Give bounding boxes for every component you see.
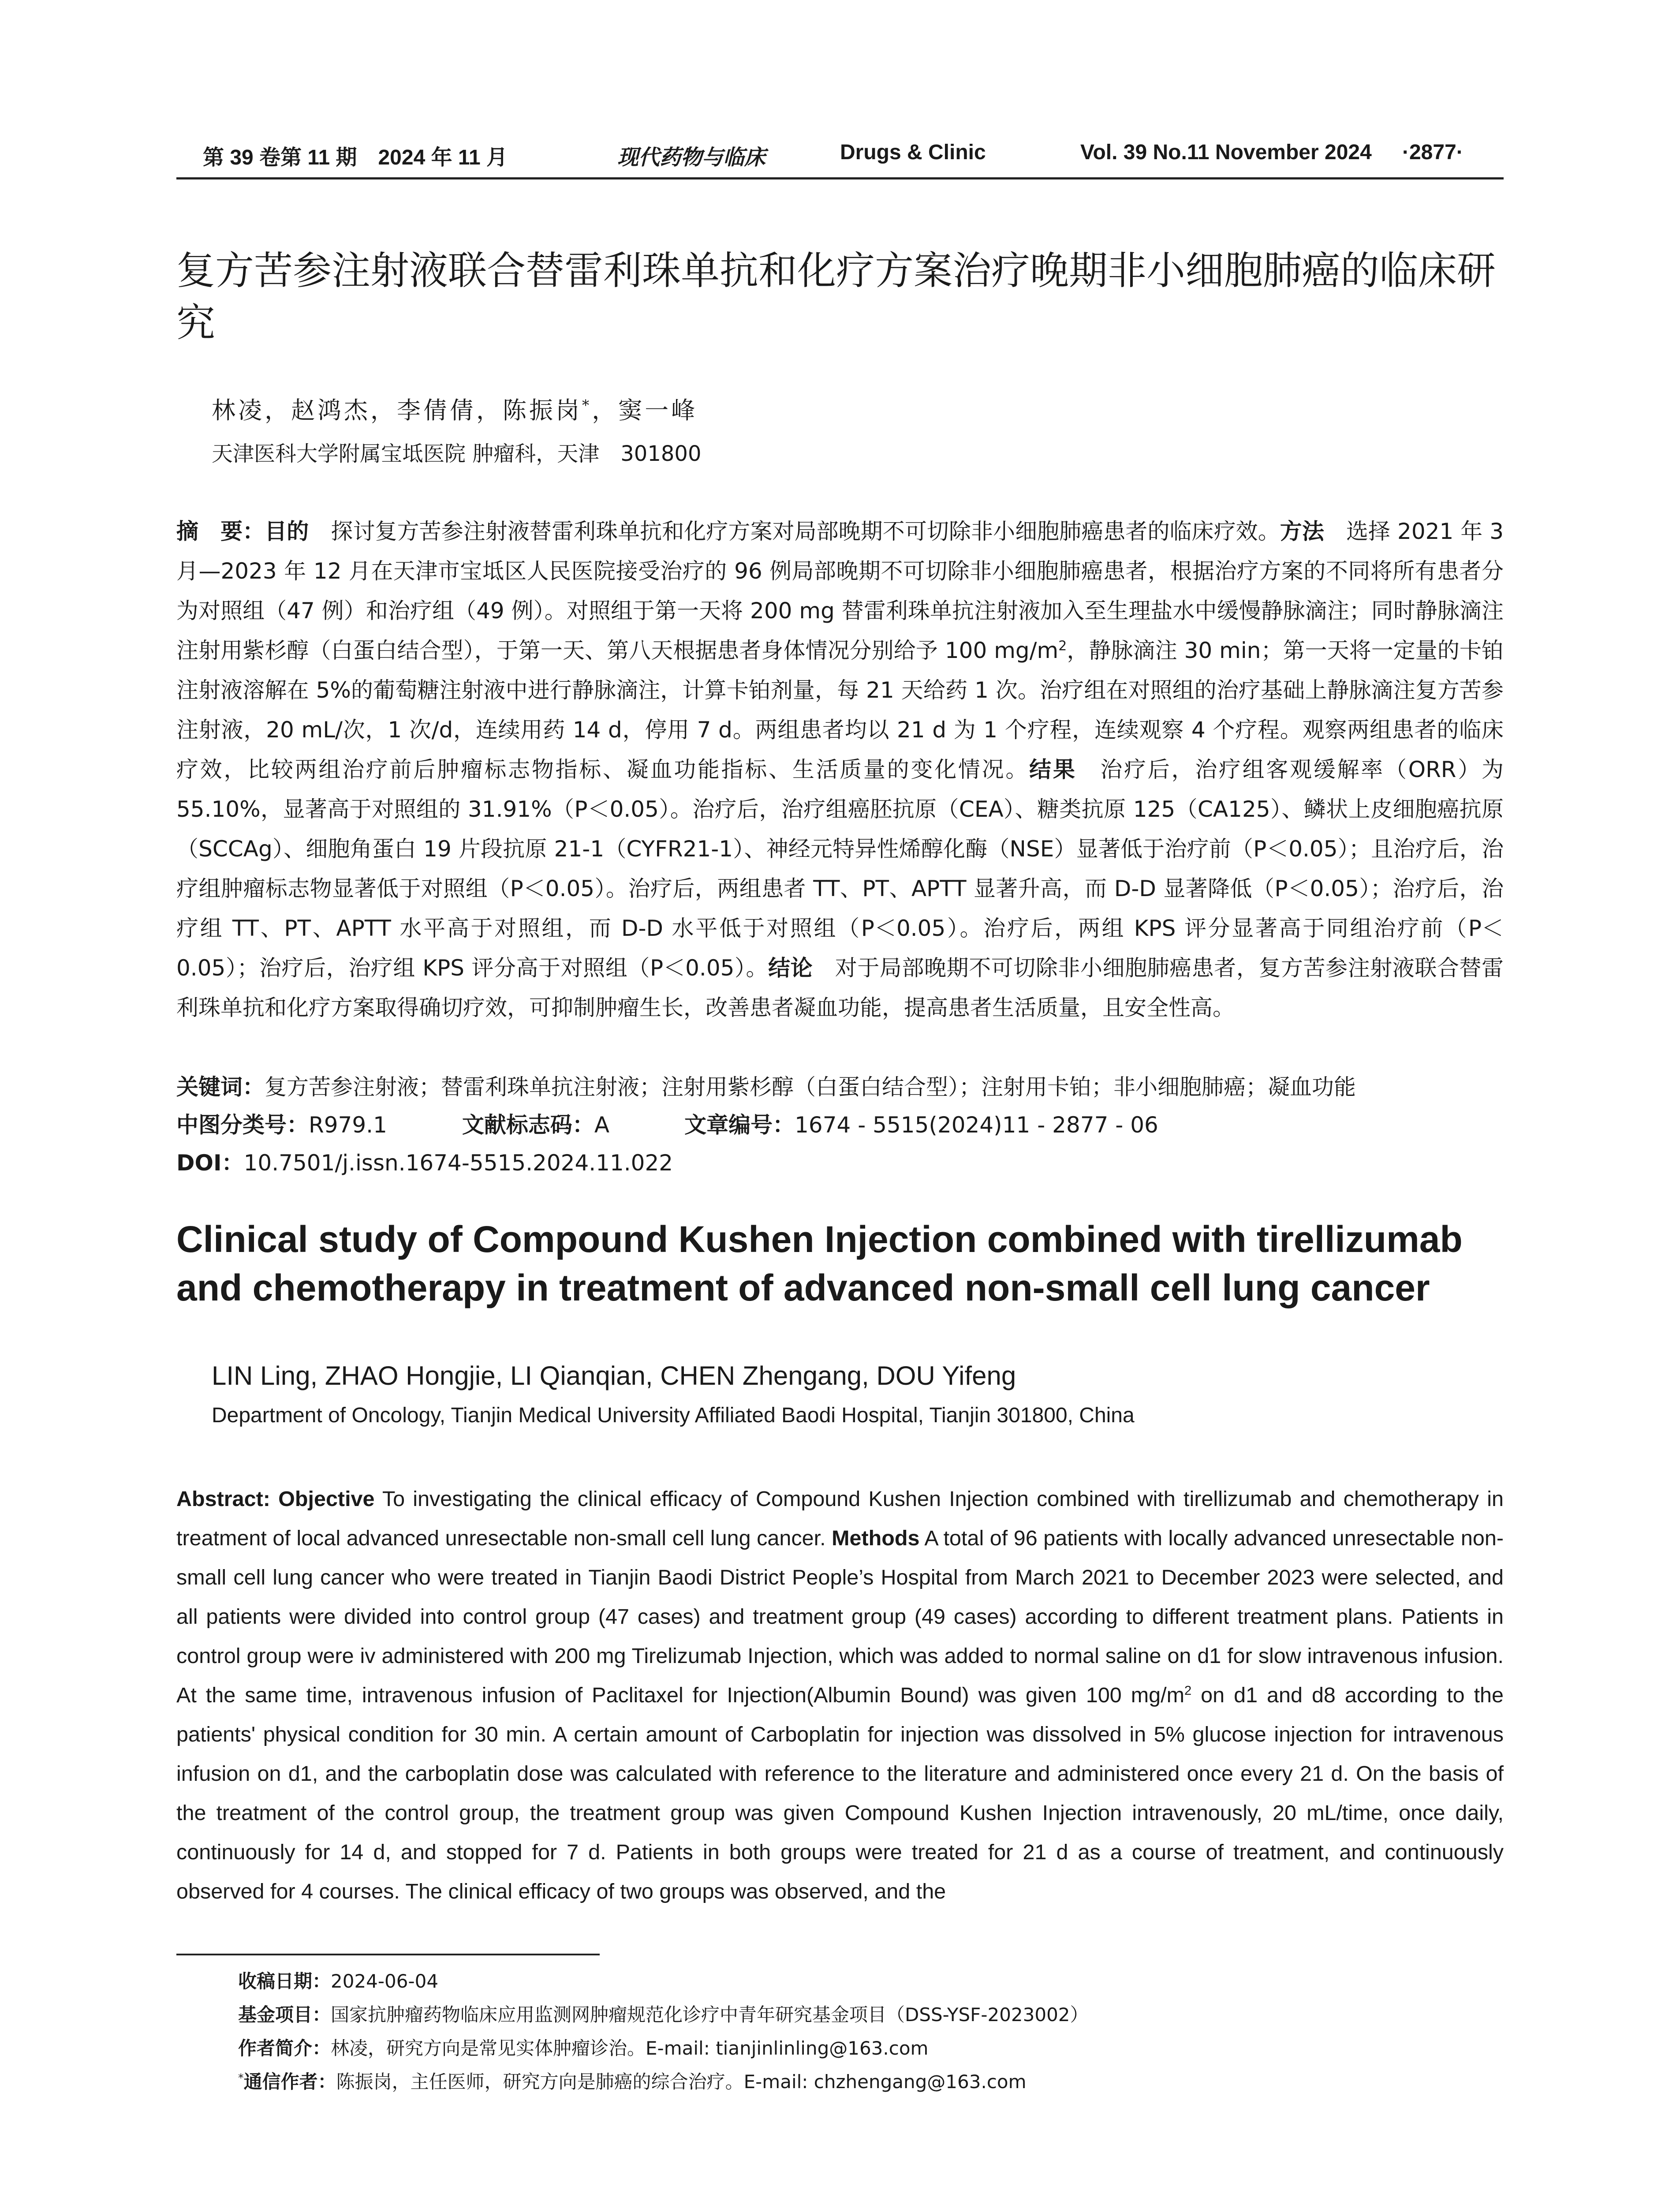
fund-text: 国家抗肿瘤药物临床应用监测网肿瘤规范化诊疗中青年研究基金项目（DSS-YSF-2023002） xyxy=(331,2004,1089,2026)
en-methods-superscript: 2 xyxy=(1184,1683,1192,1698)
issue-en: Vol. 39 No.11 November 2024 xyxy=(1080,141,1372,164)
page-number: ·2877· xyxy=(1402,141,1463,164)
clc-value: R979.1 xyxy=(309,1112,387,1138)
corresponding-mark: * xyxy=(582,397,592,414)
footnote-author xyxy=(238,2032,928,2065)
header-rule xyxy=(176,177,1504,179)
received-label: 收稿日期： xyxy=(238,1970,331,1992)
cn-objective: 探讨复方苦参注射液替雷利珠单抗和化疗方案对局部晚期不可切除非小细胞肺癌患者的临床疗效。 xyxy=(309,519,1280,544)
doc-code-value: A xyxy=(594,1112,610,1138)
journal-name-cn: 现代药物与临床 xyxy=(617,145,766,170)
fund-label: 基金项目： xyxy=(238,2004,331,2026)
en-methods-cont: on d1 and d8 according to the patients' physical condition for 30 min. A certain amount of Carboplatin for injection was dissolved in 5% glucose injection for intravenous infusion on d1, and the carboplatin dose was calculated with reference to the literature and administered once every 21 d. On the basis of the treatment of the control group, the treatment group was given Compound Kushen Injection intravenously, 20 mL/time, once daily, continuously for 14 d, and stopped for 7 d. Patients in both groups were treated for 21 d as a course of treatment, and continuously observed for 4 courses. The clinical efficacy of two groups was observed, and the xyxy=(176,1683,1504,1903)
cn-title: 复方苦参注射液联合替雷利珠单抗和化疗方案治疗晚期非小细胞肺癌的临床研究 xyxy=(176,248,1496,345)
cn-affiliation: 天津医科大学附属宝坻医院 肿瘤科，天津 301800 xyxy=(212,441,702,466)
journal-name-en: Drugs & Clinic xyxy=(840,141,986,164)
cn-keywords-label: 关键词： xyxy=(176,1074,265,1100)
article-number-label: 文章编号： xyxy=(684,1112,795,1138)
en-methods: A total of 96 patients with locally advanced unresectable non-small cell lung cancer who were treated in Tianjin Baodi District People’s Hospital from March 2021 to December 2023 were selected, and all patients were divided into control group (47 cases) and treatment group (49 cases) according to different treatment plans. Patients in control group were iv administered with 200 mg Tirelizumab Injection, which was added to normal saline on d1 for slow intravenous infusion. At the same time, intravenous infusion of Paclitaxel for Injection(Albumin Bound) was given 100 mg/m xyxy=(176,1526,1504,1707)
footnote-fund xyxy=(238,1998,1089,2032)
article-number-value: 1674 - 5515(2024)11 - 2877 - 06 xyxy=(795,1112,1158,1138)
cn-methods-label: 方法 xyxy=(1280,519,1324,544)
cn-classification xyxy=(176,1106,1504,1144)
cn-conclusion: 对于局部晚期不可切除非小细胞肺癌患者，复方苦参注射液联合替雷利珠单抗和化疗方案取得确切疗效，可抑制肿瘤生长，改善患者凝血功能，提高患者生活质量，且安全性高。 xyxy=(176,955,1504,1020)
en-objective-label: Objective xyxy=(278,1487,375,1511)
author-bio-label: 作者简介： xyxy=(238,2037,331,2059)
en-affiliation: Department of Oncology, Tianjin Medical University Affiliated Baodi Hospital, Tianjin 301800, China xyxy=(212,1404,1135,1427)
cn-abstract xyxy=(176,512,1504,1028)
doi-label: DOI： xyxy=(176,1150,244,1176)
corresponding-label: 通信作者： xyxy=(243,2071,336,2093)
corresponding-text: 陈振岗，主任医师，研究方向是肺癌的综合治疗。E-mail: chzhengang@163.com xyxy=(336,2071,1027,2093)
cn-author-names-tail: ，窦一峰 xyxy=(592,396,698,424)
received-date: 2024-06-04 xyxy=(331,1970,439,1992)
cn-methods: 选择 2021 年 3 月—2023 年 12 月在天津市宝坻区人民医院接受治疗的 96 例局部晚期不可切除非小细胞肺癌患者，根据治疗方案的不同将所有患者分为对照组（47 例）和治疗组（49 例）。对照组于第一天将 200 mg 替雷利珠单抗注射液加入至生理盐水中缓慢静脉滴注；同时静脉滴注注射用紫杉醇（白蛋白结合型），于第一天、第八天根据患者身体情况分别给予 100 mg/m xyxy=(176,519,1504,663)
cn-methods-superscript: 2 xyxy=(1058,638,1067,654)
en-abstract xyxy=(176,1480,1504,1911)
footnote-rule xyxy=(176,1954,600,1955)
doi-line xyxy=(176,1144,1504,1182)
cn-objective-label: 目的 xyxy=(265,519,309,544)
en-abstract-label: Abstract: xyxy=(176,1487,270,1511)
running-header xyxy=(176,140,1504,176)
footnote-received xyxy=(238,1965,438,1998)
issue-cn: 第 39 卷第 11 期 2024 年 11 月 xyxy=(203,146,508,169)
cn-methods-cont: ，静脉滴注 30 min；第一天将一定量的卡铂注射液溶解在 5%的葡萄糖注射液中进行静脉滴注，计算卡铂剂量，每 21 天给药 1 次。治疗组在对照组的治疗基础上静脉滴注复方苦参注射液，20 mL/次，1 次/d，连续用药 14 d，停用 7 d。两组患者均以 21 d 为 1 个疗程，连续观察 4 个疗程。观察两组患者的临床疗效，比较两组治疗前后肿瘤标志物指标、凝血功能指标、生活质量的变化情况。 xyxy=(176,638,1504,782)
cn-keywords-text: 复方苦参注射液；替雷利珠单抗注射液；注射用紫杉醇（白蛋白结合型）；注射用卡铂；非小细胞肺癌；凝血功能 xyxy=(265,1074,1356,1100)
corresponding-mark: * xyxy=(238,2071,244,2084)
en-title: Clinical study of Compound Kushen Injection combined with tirellizumab and chemotherapy in treatment of advanced non-small cell lung cancer xyxy=(176,1218,1463,1308)
cn-conclusion-label: 结论 xyxy=(768,955,813,981)
cn-keywords xyxy=(176,1068,1504,1106)
cn-results-label: 结果 xyxy=(1029,757,1077,782)
cn-author-names: 林凌，赵鸿杰，李倩倩，陈振岗 xyxy=(212,396,582,424)
doc-code-label: 文献标志码： xyxy=(462,1112,594,1138)
author-bio-text: 林凌，研究方向是常见实体肿瘤诊治。E-mail: tianjinlinling@163.com xyxy=(331,2037,929,2059)
cn-abstract-label: 摘 要： xyxy=(176,519,265,544)
en-authors: LIN Ling, ZHAO Hongjie, LI Qianqian, CHEN Zhengang, DOU Yifeng xyxy=(212,1361,1016,1390)
en-objective: To investigating the clinical efficacy of Compound Kushen Injection combined with tirellizumab and chemotherapy in treatment of local advanced unresectable non-small cell lung cancer. xyxy=(176,1487,1504,1550)
footnote-corresponding xyxy=(238,2065,1027,2099)
doi-value: 10.7501/j.issn.1674-5515.2024.11.022 xyxy=(243,1150,673,1176)
en-methods-label: Methods xyxy=(832,1526,920,1550)
cn-results: 治疗后，治疗组客观缓解率（ORR）为 55.10%，显著高于对照组的 31.91%（P＜0.05）。治疗后，治疗组癌胚抗原（CEA）、糖类抗原 125（CA125）、鳞状上皮细胞癌抗原（SCCAg）、细胞角蛋白 19 片段抗原 21-1（CYFR21-1）、神经元特异性烯醇化酶（NSE）显著低于治疗前（P＜0.05）；且治疗后，治疗组肿瘤标志物显著低于对照组（P＜0.05）。治疗后，两组患者 TT、PT、APTT 显著升高，而 D-D 显著降低（P＜0.05）；治疗后，治疗组 TT、PT、APTT 水平高于对照组，而 D-D 水平低于对照组（P＜0.05）。治疗后，两组 KPS 评分显著高于同组治疗前（P＜0.05）；治疗后，治疗组 KPS 评分高于对照组（P＜0.05）。 xyxy=(176,757,1504,981)
clc-label: 中图分类号： xyxy=(176,1112,309,1138)
cn-authors xyxy=(212,392,698,426)
